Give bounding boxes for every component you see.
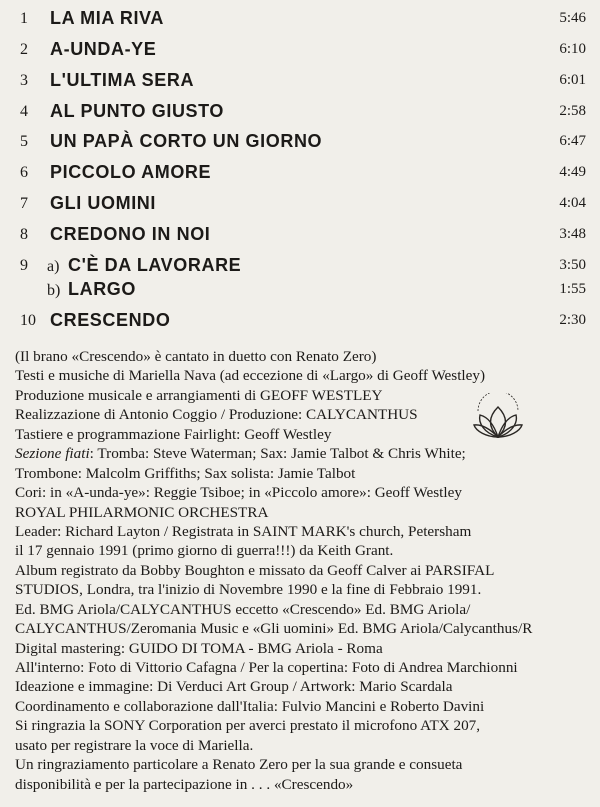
track-row xyxy=(0,224,600,250)
track-title: PICCOLO AMORE xyxy=(50,162,212,182)
credit-line: All'interno: Foto di Vittorio Cafagna / Per la copertina: Foto di Andrea Marchionni xyxy=(15,659,518,676)
track-number: 3 xyxy=(20,72,28,89)
track-duration: 6:47 xyxy=(559,133,586,149)
track-row xyxy=(0,131,600,157)
credits-text xyxy=(15,347,600,794)
track-row xyxy=(0,39,600,65)
credit-line xyxy=(15,444,600,463)
credit-line: Trombone: Malcolm Griffiths; Sax solista: Jamie Talbot xyxy=(15,464,356,482)
credit-line: Ideazione e immagine: Di Verduci Art Group / Artwork: Mario Scardala xyxy=(15,678,453,696)
track-duration: 4:04 xyxy=(559,195,586,211)
track-number: 2 xyxy=(20,41,28,58)
credit-line: Si ringrazia la SONY Corporation per averci prestato il microfono ATX 207, xyxy=(15,717,481,735)
track-number: 5 xyxy=(20,133,28,150)
track-title: L'ULTIMA SERA xyxy=(50,70,195,90)
track-number: 9 xyxy=(20,257,28,274)
track-row xyxy=(0,8,600,34)
credit-line: Tastiere e programmazione Fairlight: Geoff Westley xyxy=(15,425,332,443)
track-row xyxy=(0,162,600,188)
track-title: CRESCENDO xyxy=(50,310,171,330)
credit-line: Produzione musicale e arrangiamenti di GEOFF WESTLEY xyxy=(15,386,383,404)
credit-line: Coordinamento e collaborazione dall'Italia: Fulvio Mancini e Roberto Davini xyxy=(15,697,485,715)
track-title: AL PUNTO GIUSTO xyxy=(50,101,225,121)
track-title: UN PAPÀ CORTO UN GIORNO xyxy=(50,131,323,151)
track-duration: 2:58 xyxy=(559,103,586,119)
track-title: CREDONO IN NOI xyxy=(50,224,211,244)
credit-line: Realizzazione di Antonio Coggio / Produzione: CALYCANTHUS xyxy=(15,406,418,424)
track-duration: 3:50 xyxy=(559,257,586,273)
credit-line: CALYCANTHUS/Zeromania Music e «Gli uomini» Ed. BMG Ariola/Calycanthus/R xyxy=(15,620,533,638)
track-number: 8 xyxy=(20,226,28,243)
track-row xyxy=(0,193,600,219)
track-row xyxy=(0,70,600,96)
track-duration: 4:49 xyxy=(559,164,586,180)
credit-line: Cori: in «A-unda-ye»: Reggie Tsiboe; in «Piccolo amore»: Geoff Westley xyxy=(15,484,462,502)
track-duration: 6:01 xyxy=(559,72,586,88)
track-number: 6 xyxy=(20,164,28,181)
track-duration: 3:48 xyxy=(559,226,586,242)
track-number: 1 xyxy=(20,10,28,27)
track-duration: 6:10 xyxy=(559,41,586,57)
credit-line: ROYAL PHILARMONIC ORCHESTRA xyxy=(15,503,269,521)
track-title: LARGO xyxy=(68,279,136,299)
track-duration: 1:55 xyxy=(559,281,586,297)
track-title: C'È DA LAVORARE xyxy=(68,255,242,275)
track-row xyxy=(0,101,600,127)
credit-italic: Sezione fiati xyxy=(15,445,90,463)
track-row xyxy=(0,255,600,281)
credit-line: Testi e musiche di Mariella Nava (ad eccezione di «Largo» di Geoff Westley) xyxy=(15,367,486,385)
track-number: 7 xyxy=(20,195,28,212)
track-part-label: b) xyxy=(47,282,61,299)
credit-line: disponibilità e per la partecipazione in . . . «Crescendo» xyxy=(15,775,354,793)
credit-line: Ed. BMG Ariola/CALYCANTHUS eccetto «Crescendo» Ed. BMG Ariola/ xyxy=(15,600,471,618)
track-duration: 2:30 xyxy=(559,312,586,328)
credit-line: Leader: Richard Layton / Registrata in SAINT MARK's church, Petersham xyxy=(15,522,472,540)
track-row xyxy=(0,279,600,305)
credit-text: : Tromba: Steve Waterman; Sax: Jamie Talbot & Chris White; xyxy=(89,445,466,463)
track-row xyxy=(0,310,600,336)
credit-line: Digital mastering: GUIDO DI TOMA - BMG Ariola - Roma xyxy=(15,639,383,657)
track-duration: 5:46 xyxy=(559,10,586,26)
credit-line: (Il brano «Crescendo» è cantato in duetto con Renato Zero) xyxy=(15,348,377,365)
track-number: 4 xyxy=(20,103,28,120)
credit-line: Un ringraziamento particolare a Renato Zero per la sua grande e consueta xyxy=(15,756,463,774)
track-title: A-UNDA-YE xyxy=(50,39,157,59)
credit-line: STUDIOS, Londra, tra l'inizio di Novembre 1990 e la fine di Febbraio 1991. xyxy=(15,581,482,599)
track-title: GLI UOMINI xyxy=(50,193,156,213)
track-part-label: a) xyxy=(47,258,60,275)
credit-line: il 17 gennaio 1991 (primo giorno di guerra!!!) da Keith Grant. xyxy=(15,542,394,560)
track-title: LA MIA RIVA xyxy=(50,8,164,28)
credit-line: Album registrato da Bobby Boughton e missato da Geoff Calver ai PARSIFAL xyxy=(15,561,495,579)
track-number: 10 xyxy=(20,312,36,329)
credit-line: usato per registrare la voce di Mariella. xyxy=(15,736,254,754)
